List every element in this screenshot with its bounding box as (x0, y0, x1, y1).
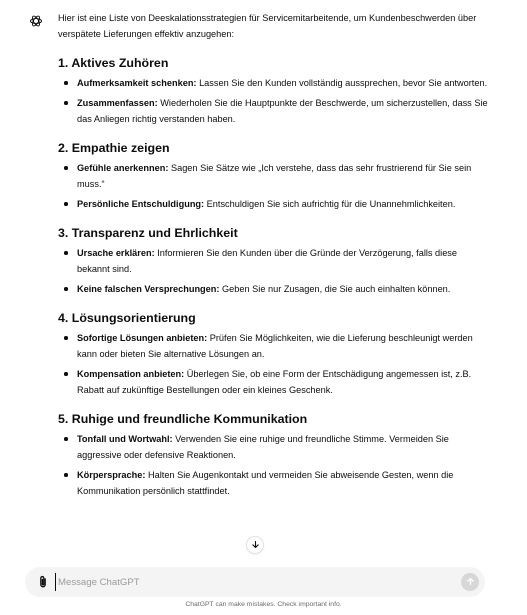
bullet-item (58, 196, 488, 212)
message-composer (25, 567, 485, 597)
bullet-item (58, 95, 488, 127)
bullet-item (58, 281, 488, 297)
bullet-title: Kompensation anbieten: (77, 369, 185, 379)
arrow-up-icon (466, 573, 475, 591)
section-heading: 2. Empathie zeigen (58, 141, 170, 155)
paperclip-icon[interactable] (37, 575, 49, 589)
bullet-item (58, 366, 488, 398)
bullet-title: Tonfall und Wortwahl: (77, 434, 173, 444)
bullet-item (58, 245, 488, 277)
message-content (58, 10, 488, 499)
message-input[interactable] (55, 573, 435, 591)
bullet-list (58, 330, 488, 398)
bullet-text: Wiederholen Sie die Hauptpunkte der Beschwerde, um sicherzustellen, dass Sie das Anliegen richtig verstanden haben. (77, 98, 488, 124)
section-heading: 5. Ruhige und freundliche Kommunikation (58, 412, 308, 426)
bullet-title: Sofortige Lösungen anbieten: (77, 333, 208, 343)
section-heading: 1. Aktives Zuhören (58, 56, 169, 70)
bullet-list (58, 245, 488, 297)
bullet-text: Entschuldigen Sie sich aufrichtig für die Unannehmlichkeiten. (206, 199, 456, 209)
bullet-item (58, 160, 488, 192)
openai-logo-icon (28, 13, 44, 29)
bullet-title: Körpersprache: (77, 470, 146, 480)
bullet-list (58, 431, 488, 499)
section-heading: 3. Transparenz und Ehrlichkeit (58, 226, 238, 240)
bullet-text: Sagen Sie Sätze wie „Ich verstehe, dass das sehr frustrierend für Sie sein muss.“ (77, 163, 472, 189)
arrow-down-icon (251, 536, 260, 554)
send-button[interactable] (461, 573, 479, 591)
scroll-to-bottom-button[interactable] (246, 536, 264, 554)
bullet-title: Ursache erklären: (77, 248, 155, 258)
bullet-text: Überlegen Sie, ob eine Form der Entschädigung angemessen ist, z.B. Rabatt auf zukünftige Bestellungen oder ein kleines Geschenk. (77, 369, 472, 395)
bullet-text: Geben Sie nur Zusagen, die Sie auch einhalten können. (222, 284, 451, 294)
bullet-item (58, 330, 488, 362)
bullet-list (58, 75, 488, 127)
bullet-text: Verwenden Sie eine ruhige und freundliche Stimme. Vermeiden Sie aggressive oder defensive Reaktionen. (77, 434, 449, 460)
bullet-text: Halten Sie Augenkontakt und vermeiden Sie abweisende Gesten, wenn die Kommunikation persönlich stattfindet. (77, 470, 454, 496)
disclaimer-text: ChatGPT can make mistakes. Check important info. (185, 601, 342, 608)
bullet-title: Zusammenfassen: (77, 98, 158, 108)
bullet-title: Gefühle anerkennen: (77, 163, 169, 173)
bullet-title: Persönliche Entschuldigung: (77, 199, 205, 209)
bullet-text: Lassen Sie den Kunden vollständig aussprechen, bevor Sie antworten. (199, 78, 488, 88)
bullet-title: Keine falschen Versprechungen: (77, 284, 220, 294)
assistant-message (28, 10, 488, 503)
bullet-title: Aufmerksamkeit schenken: (77, 78, 197, 88)
bullet-text: Prüfen Sie Möglichkeiten, wie die Lieferung beschleunigt werden kann oder bieten Sie alternative Lösungen an. (77, 333, 473, 359)
bullet-text: Informieren Sie den Kunden über die Gründe der Verzögerung, falls diese bekannt sind. (77, 248, 458, 274)
message-intro: Hier ist eine Liste von Deeskalationsstrategien für Servicemitarbeitende, um Kundenbeschwerden über verspätete Lieferungen effektiv anzugehen: (58, 13, 477, 39)
section-heading: 4. Lösungsorientierung (58, 311, 196, 325)
bullet-item (58, 467, 488, 499)
bullet-item (58, 75, 488, 91)
bullet-item (58, 431, 488, 463)
bullet-list (58, 160, 488, 212)
